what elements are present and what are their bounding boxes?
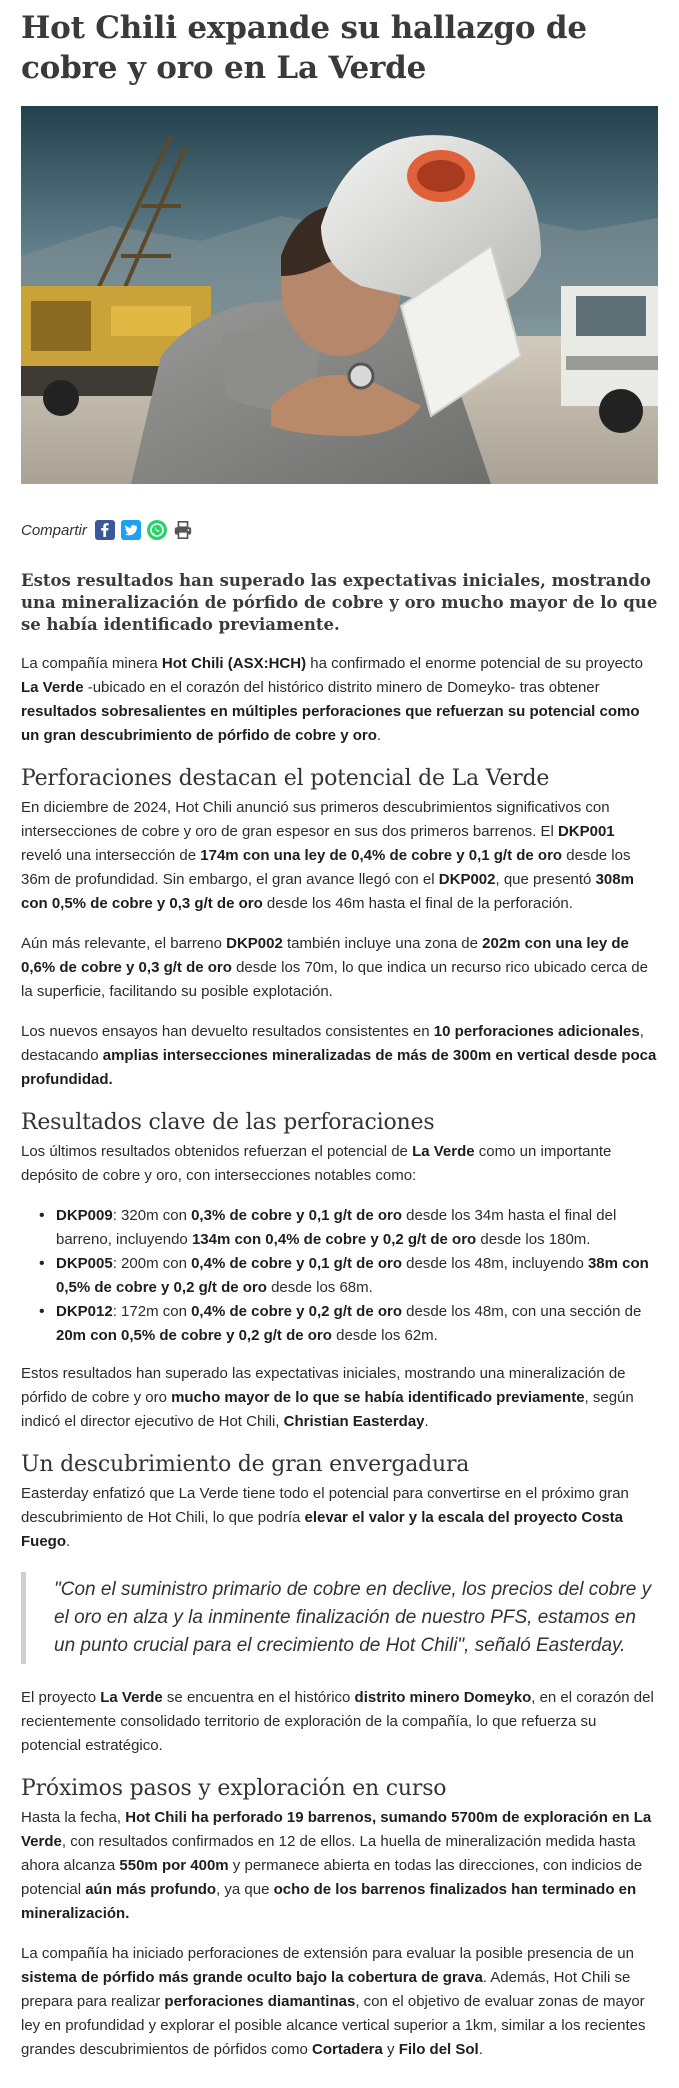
paragraph: Aún más relevante, el barreno DKP002 también incluye una zona de 202m con una ley de 0,6% de cobre y 0,3 g/t de oro desde los 70m, lo que indica un recurso rico ubicado cerca de la superficie, facilitando su posible explotación. <box>21 935 648 1000</box>
share-label: Compartir <box>21 521 87 539</box>
share-bar <box>21 518 658 542</box>
twitter-icon[interactable] <box>121 520 141 540</box>
page-title: Hot Chili expande su hallazgo de cobre y oro en La Verde <box>21 10 587 86</box>
paragraph: Los nuevos ensayos han devuelto resultados consistentes en 10 perforaciones adicionales, destacando amplias intersecciones mineralizadas de más de 300m en vertical desde poca profundidad. <box>21 1023 657 1088</box>
intro-paragraph: La compañía minera Hot Chili (ASX:HCH) ha confirmado el enorme potencial de su proyecto La Verde -ubicado en el corazón del histórico distrito minero de Domeyko- tras obtener resultados sobresalientes en múltiples perforaciones que refuerzan su potencial como un gran descubrimiento de pórfido de cobre y oro. <box>21 655 643 744</box>
facebook-icon[interactable] <box>95 520 115 540</box>
results-list <box>21 1204 658 1348</box>
paragraph: El proyecto La Verde se encuentra en el histórico distrito minero Domeyko, en el corazón del recientemente consolidado territorio de exploración de la compañía, lo que refuerza su potencial estratégico. <box>21 1689 654 1754</box>
paragraph: En diciembre de 2024, Hot Chili anunció sus primeros descubrimientos significativos con intersecciones de cobre y oro de gran espesor en sus dos primeros barrenos. El DKP001 reveló una intersección de 174m con una ley de 0,4% de cobre y 0,1 g/t de oro desde los 36m de profundidad. Sin embargo, el gran avance llegó con el DKP002, que presentó 308m con 0,5% de cobre y 0,3 g/t de oro desde los 46m hasta el final de la perforación. <box>21 799 634 912</box>
paragraph: Easterday enfatizó que La Verde tiene todo el potencial para convertirse en el próximo gran descubrimiento de Hot Chili, lo que podría elevar el valor y la escala del proyecto Costa Fuego. <box>21 1485 629 1550</box>
quote-text: "Con el suministro primario de cobre en declive, los precios del cobre y el oro en alza y la inminente finalización de nuestro PFS, estamos en un punto crucial para el crecimiento de Hot Chili", señaló Easterday. <box>54 1579 652 1656</box>
hero-illustration <box>21 106 658 484</box>
section-heading: Próximos pasos y exploración en curso <box>21 1776 447 1801</box>
section-heading: Resultados clave de las perforaciones <box>21 1110 435 1135</box>
list-item: • DKP012: 172m con 0,4% de cobre y 0,2 g/t de oro desde los 48m, con una sección de 20m con 0,5% de cobre y 0,2 g/t de oro desde los 62m. <box>33 1300 658 1348</box>
list-item: • DKP009: 320m con 0,3% de cobre y 0,1 g/t de oro desde los 34m hasta el final del barreno, incluyendo 134m con 0,4% de cobre y 0,2 g/t de oro desde los 180m. <box>33 1204 658 1252</box>
pull-quote <box>21 1572 658 1664</box>
article-lead: Estos resultados han superado las expectativas iniciales, mostrando una mineralización de pórfido de cobre y oro mucho mayor de lo que se había identificado previamente. <box>21 571 658 634</box>
section-heading: Perforaciones destacan el potencial de La Verde <box>21 766 550 791</box>
paragraph: Hasta la fecha, Hot Chili ha perforado 19 barrenos, sumando 5700m de exploración en La Verde, con resultados confirmados en 12 de ellos. La huella de mineralización medida hasta ahora alcanza 550m por 400m y permanece abierta en todas las direcciones, con indicios de potencial aún más profundo, ya que ocho de los barrenos finalizados han terminado en mineralización. <box>21 1809 652 1922</box>
paragraph: La compañía ha iniciado perforaciones de extensión para evaluar la posible presencia de un sistema de pórfido más grande oculto bajo la cobertura de grava. Además, Hot Chili se prepara para realizar perforaciones diamantinas, con el objetivo de evaluar zonas de mayor ley en profundidad y explorar el posible alcance vertical superior a 1km, similar a los recientes grandes descubrimientos de pórfidos como Cortadera y Filo del Sol. <box>21 1945 646 2058</box>
paragraph: Los últimos resultados obtenidos refuerzan el potencial de La Verde como un importante depósito de cobre y oro, con intersecciones notables como: <box>21 1143 612 1184</box>
hero-image <box>21 106 658 484</box>
section-heading: Un descubrimiento de gran envergadura <box>21 1452 470 1477</box>
print-icon[interactable] <box>173 520 193 540</box>
paragraph: Estos resultados han superado las expectativas iniciales, mostrando una mineralización de pórfido de cobre y oro mucho mayor de lo que se había identificado previamente, según indicó el director ejecutivo de Hot Chili, Christian Easterday. <box>21 1365 634 1430</box>
list-item: • DKP005: 200m con 0,4% de cobre y 0,1 g/t de oro desde los 48m, incluyendo 38m con 0,5% de cobre y 0,2 g/t de oro desde los 68m. <box>33 1252 658 1300</box>
whatsapp-icon[interactable] <box>147 520 167 540</box>
